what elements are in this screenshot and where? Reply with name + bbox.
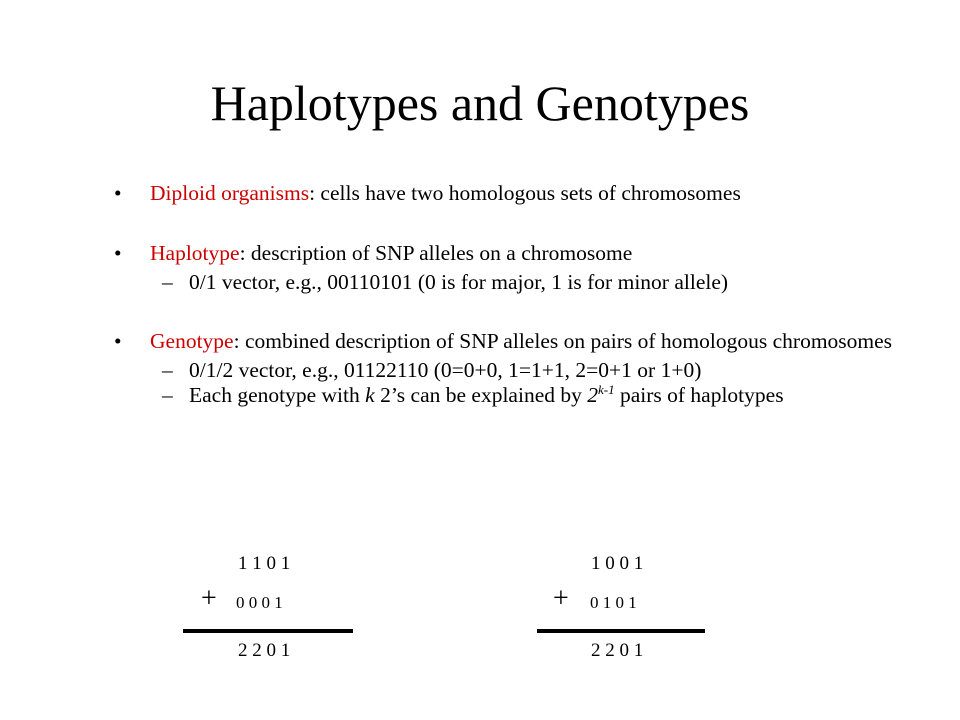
bullet-marker: • (114, 329, 122, 353)
dash-marker: – (162, 383, 173, 407)
text-explained-base: 2 (587, 383, 598, 407)
term-diploid: Diploid organisms (150, 181, 310, 205)
dash-marker: – (162, 270, 173, 294)
bullet-genotype (112, 328, 912, 354)
example-bottom-row: 0 0 0 1 (236, 593, 283, 612)
example-top-row: 1 0 0 1 (591, 553, 644, 574)
example-bottom-row: 0 1 0 1 (590, 593, 637, 612)
example-top-row: 1 1 0 1 (238, 553, 291, 574)
sum-rule (183, 629, 353, 633)
plus-sign: + (201, 583, 217, 614)
text-genotype-vector: 0/1/2 vector, e.g., 01122110 (0=0+0, 1=1+1, 2=0+1 or 1+0) (189, 358, 702, 382)
sub-genotype-explained (112, 381, 912, 407)
text-explained-b: 2’s can be explained by (374, 383, 588, 407)
bullet-haplotype (112, 240, 912, 266)
example-sum-row: 2 2 0 1 (238, 640, 291, 661)
plus-sign: + (553, 583, 569, 614)
example-sum-row: 2 2 0 1 (591, 640, 644, 661)
sum-rule (537, 629, 705, 633)
bullet-diploid (112, 180, 912, 206)
text-explained-c: pairs of haplotypes (614, 383, 784, 407)
text-haplotype: : description of SNP alleles on a chromosome (239, 241, 633, 265)
text-explained-a: Each genotype with (189, 383, 366, 407)
sub-haplotype-vector (112, 270, 912, 294)
text-genotype: : combined description of SNP alleles on pairs of homologous chromosomes (233, 329, 893, 353)
slide-title: Haplotypes and Genotypes (210, 75, 750, 131)
text-explained-k: k (365, 383, 375, 407)
text-haplotype-vector: 0/1 vector, e.g., 00110101 (0 is for major, 1 is for minor allele) (189, 270, 729, 294)
sub-genotype-vector (112, 358, 912, 382)
bullet-list (112, 180, 912, 406)
text-explained-exp: k-1 (597, 381, 615, 397)
dash-marker: – (162, 358, 173, 382)
text-diploid: : cells have two homologous sets of chromosomes (309, 181, 741, 205)
bullet-marker: • (114, 181, 122, 205)
bullet-marker: • (114, 241, 122, 265)
term-haplotype: Haplotype (150, 241, 240, 265)
term-genotype: Genotype (150, 329, 234, 353)
